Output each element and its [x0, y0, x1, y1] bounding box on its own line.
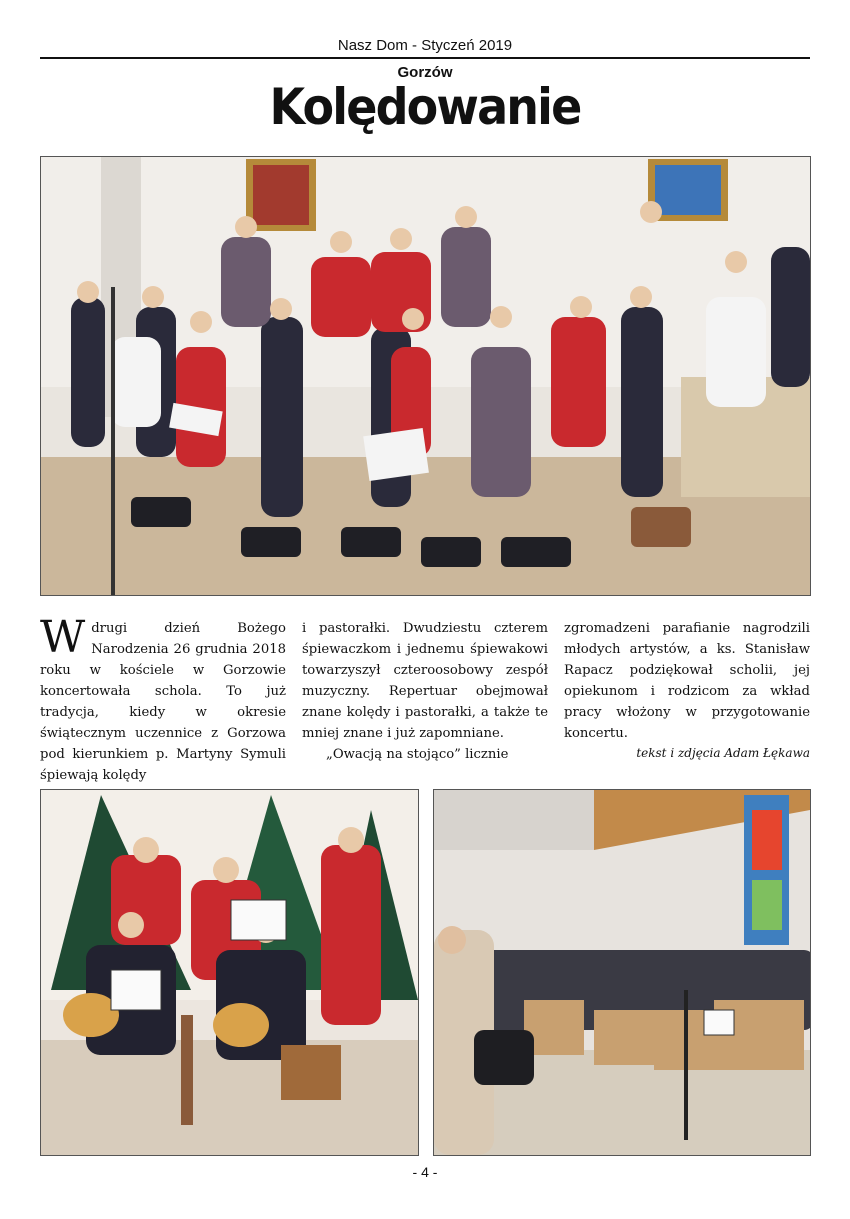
article-column-1 [40, 612, 286, 786]
page-number: - 4 - [412, 1164, 438, 1180]
section-label: Gorzów [397, 64, 453, 81]
article-text-3: zgromadzeni parafianie nagrodzili młodych artystów, a ks. Stanisław Rapacz podziękował scholii, jej opiekunom i rodzicom za wkład pracy włożony w przygotowanie koncertu. [564, 621, 810, 741]
article-text-2: i pastorałki. Dwudziestu czterem śpiewaczkom i jednemu śpiewakowi towarzyszył czteroosobowy zespół muzyczny. Repertuar obejmował znane kolędy i pastorałki, a także te mniej znane i już zapomniane. [302, 621, 548, 741]
drop-cap: W [40, 612, 86, 663]
header-rule [40, 57, 810, 59]
musicians-photo [40, 789, 419, 1156]
article-column-3 [564, 618, 810, 744]
article-title: Kolędowanie [269, 78, 581, 136]
article-text-1: drugi dzień Bożego Narodzenia 26 grudnia 2018 roku w kościele w Gorzowie koncertowała schola. To już tradycja, kiedy w okresie świątecznym uczennice z Gorzowa pod kierunkiem p. Martyny Symuli śpiewają kolędy [40, 621, 286, 783]
article-column-2 [302, 618, 548, 765]
article-text-2b: „Owacją na stojąco” licznie [326, 747, 509, 762]
photo-credit: tekst i zdjęcia Adam Łękawa [636, 746, 810, 760]
publication-header: Nasz Dom - Styczeń 2019 [337, 37, 513, 54]
choir-photo [40, 156, 811, 596]
article-body [40, 612, 810, 783]
congregation-photo [433, 789, 811, 1156]
